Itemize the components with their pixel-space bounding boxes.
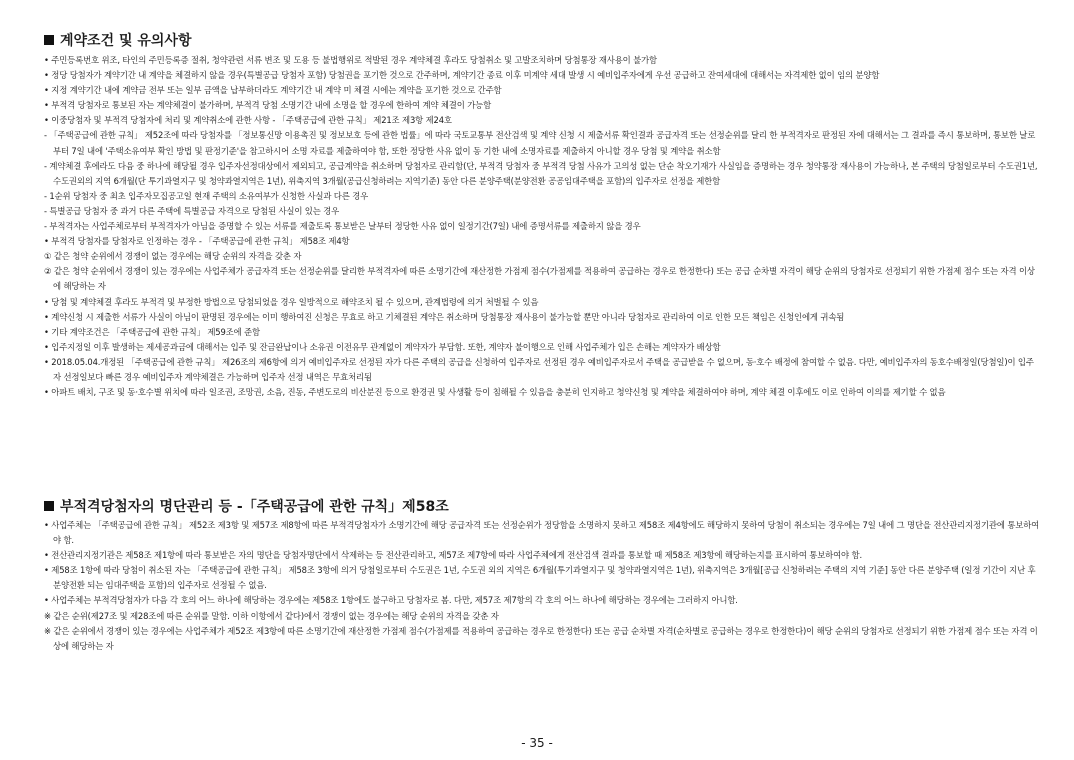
square-bullet-icon (44, 501, 54, 511)
list-item: - 부적격자는 사업주체로부터 부적격자가 아님을 증명할 수 있는 서류를 제출토록 통보받은 날부터 정당한 사유 없이 일정기간(7일) 내에 증명서류를 제출하지 않을 경우 (44, 221, 641, 232)
list-item: ※ 같은 순위(제27조 및 제28조에 따른 순위를 말함. 이하 이항에서 같다)에서 경쟁이 없는 경우에는 해당 순위의 자격을 갖춘 자 (44, 610, 499, 621)
list-item: • 사업주체는 「주택공급에 관한 규칙」 제52조 제3항 및 제57조 제8항에 따른 부적격당첨자가 소명기간에 해당 공급자격 또는 선정순위가 정당함을 소명하지 못하고 제58조 제4항에도 해당하지 못하여 당첨이 취소되는 경우에는 7일 내에 그 명단을 전산관리지정기관에 통보하여야 함. (44, 520, 1040, 546)
list-item: • 당첨 및 계약체결 후라도 부적격 및 부정한 방법으로 당첨되었을 경우 일방적으로 해약조치 될 수 있으며, 관계법령에 의거 처벌될 수 있음 (44, 296, 539, 307)
list-item: ※ 같은 순위에서 경쟁이 있는 경우에는 사업주체가 제52조 제3항에 따른 소명기간에 재산정한 가점제 점수(가점제를 적용하여 공급하는 경우로 한정한다) 또는 공급 순차별 자격(순차별로 공급하는 경우로 한정한다)이 해당 순위의 당첨자로 선정되기 위한 가점제 점수 또는 자격 이상에 해당하는 자 (44, 625, 1038, 651)
list-item: • 이중당첨자 및 부적격 당첨자에 처리 및 계약취소에 관한 사항 - 「주택공급에 관한 규칙」 제21조 제3항 제24호 (44, 115, 452, 126)
list-item: • 부적격 당첨자로 통보된 자는 계약체결이 불가하며, 부적격 당첨 소명기간 내에 소명을 할 경우에 한하여 계약 체결이 가능함 (44, 100, 492, 111)
ineligible-winners-list (44, 518, 1040, 654)
list-item: • 지정 계약기간 내에 계약금 전부 또는 일부 금액을 납부하더라도 계약기간 내 계약 미 체결 시에는 계약을 포기한 것으로 간주함 (44, 85, 502, 96)
list-item: - 특별공급 당첨자 중 과거 다른 주택에 특별공급 자격으로 당첨된 사실이 있는 경우 (44, 205, 340, 216)
list-item: • 제58조 1항에 따라 당첨이 취소된 자는 「주택공급에 관한 규칙」 제58조 3항에 의거 당첨일로부터 수도권은 1년, 수도권 외의 지역은 6개월(투기과열지구 및 청약과열지역은 1년), 위축지역은 3개월[공급 신청하려는 주택의 지역 기준] 동안 다른 분양주택 (일정 기간이 지난 후 분양전환 되는 임대주택을 포함)의 입주자로 선정될 수 없음. (44, 565, 1036, 591)
list-item: ② 같은 청약 순위에서 경쟁이 있는 경우에는 사업주체가 공급자격 또는 선정순위를 달리한 부적격자에 따른 소명기간에 재산정한 가점제 점수(가점제를 적용하여 공급하는 경우로 한정한다) 또는 공급 순차별 자격이 해당 순위의 당첨자로 선정되기 위한 가점제 점수 또는 자격 이상에 해당하는 자 (44, 266, 1035, 292)
square-bullet-icon (44, 35, 54, 45)
list-item: • 입주지정일 이후 발생하는 제세공과금에 대해서는 입주 및 잔금완납이나 소유권 이전유무 관계없이 계약자가 부담함. 또한, 계약자 불이행으로 인해 사업주체가 입은 손해는 계약자가 배상함 (44, 341, 721, 352)
list-item: • 정당 당첨자가 계약기간 내 계약을 체결하지 않을 경우(특별공급 당첨자 포함) 당첨권을 포기한 것으로 간주하며, 계약기간 종료 이후 미계약 세대 발생 시 예비입주자에게 우선 공급하고 잔여세대에 대해서는 자격제한 없이 임의 분양함 (44, 70, 880, 81)
list-item: • 계약신청 시 제출한 서류가 사실이 아님이 판명된 경우에는 이미 행하여진 신청은 무효로 하고 기체결된 계약은 취소하며 당첨통장 재사용이 불가능할 뿐만 아니라 당첨자로 관리하여 이로 인한 모든 책임은 신청인에게 귀속됨 (44, 311, 845, 322)
list-item: - 「주택공급에 관한 규칙」 제52조에 따라 당첨자를 「정보통신망 이용촉진 및 정보보호 등에 관한 법률」에 따라 국토교통부 전산검색 및 계약 신청 시 제출서류 확인결과 공급자격 또는 선정순위를 달리 한 부적격자로 판정된 자에 대해서는 그 결과를 즉시 통보하며, 통보한 날로부터 7일 내에 '주택소유여부 확인 방법 및 판정기준'을 참고하시어 소명 자료를 제출하여야 함, 또한 정당한 사유 없이 동 기한 내에 소명자료를 제출하지 아니할 경우 당첨 및 계약을 취소함 (44, 130, 1036, 156)
list-item: • 기타 계약조건은 「주택공급에 관한 규칙」 제59조에 준함 (44, 326, 260, 337)
list-item: • 주민등록번호 위조, 타인의 주민등록증 절취, 청약관련 서류 변조 및 도용 등 불법행위로 적발된 경우 계약체결 후라도 당첨취소 및 고발조치하며 당첨통장 재사용이 불가함 (44, 55, 657, 65)
list-item: • 전산관리지정기관은 제58조 제1항에 따라 통보받은 자의 명단을 당첨자명단에서 삭제하는 등 전산관리하고, 제57조 제7항에 따라 사업주체에게 전산검색 결과를 통보할 때 제58조 제3항에 해당하는지를 표시하여 통보하여야 함. (44, 550, 862, 561)
list-item: • 2018.05.04.개정된 「주택공급에 관한 규칙」 제26조의 제6항에 의거 예비입주자로 선정된 자가 다른 주택의 공급을 신청하여 입주자로 선정된 경우 예비입주자로서 주택을 공급받을 수 없으며, 동·호수 배정에 참여할 수 없음. 다만, 예비입주자의 동호수배정일(당첨일)이 입주자 선정일보다 빠른 경우 예비입주자 계약체결은 가능하며 입주자 선정 내역은 무효처리됨 (44, 356, 1034, 382)
list-item: • 사업주체는 부적격당첨자가 다음 각 호의 어느 하나에 해당하는 경우에는 제58조 1항에도 불구하고 당첨자로 봄. 다만, 제57조 제7항의 각 호의 어느 하나에 해당하는 경우에는 그러하지 아니함. (44, 595, 738, 606)
list-item: - 계약체결 후에라도 다음 중 하나에 해당될 경우 입주자선정대상에서 제외되고, 공급계약을 취소하며 당첨자로 관리함(단, 부적격 당첨자 중 부적격 당첨 사유가 고의성 없는 단순 착오기재가 사실임을 증명하는 경우 청약통장 재사용이 가능하나, 본 주택의 당첨일로부터 수도권1년, 수도권외의 지역 6개월(단 투기과열지구 및 청약과열지역은 1년), 위축지역 3개월(공급신청하려는 지역기준) 동안 다른 분양주택(분양전환 공공임대주택을 포함)의 입주자로 선정을 제한함 (44, 160, 1038, 186)
contract-terms-list (44, 53, 1040, 400)
section-title-contract-terms: 계약조건 및 유의사항 (44, 30, 191, 50)
page-number: - 35 - (521, 736, 553, 750)
list-item: • 아파트 배치, 구조 및 동·호수별 위치에 따라 일조권, 조망권, 소음, 진동, 주변도로의 비산분진 등으로 환경권 및 사생활 등이 침해될 수 있음을 충분히 인지하고 청약신청 및 계약을 체결하여야 하며, 계약 체결 이후에도 이로 인하여 이의를 제기할 수 없음 (44, 387, 946, 398)
section-title-ineligible-winners: 부적격당첨자의 명단관리 등 -「주택공급에 관한 규칙」제58조 (44, 496, 449, 516)
list-item: ① 같은 청약 순위에서 경쟁이 없는 경우에는 해당 순위의 자격을 갖춘 자 (44, 251, 302, 262)
list-item: - 1순위 당첨자 중 최초 입주자모집공고일 현재 주택의 소유여부가 신청한 사실과 다른 경우 (44, 190, 369, 201)
list-item: • 부적격 당첨자를 당첨자로 인정하는 경우 - 「주택공급에 관한 규칙」 제58조 제4항 (44, 236, 350, 247)
